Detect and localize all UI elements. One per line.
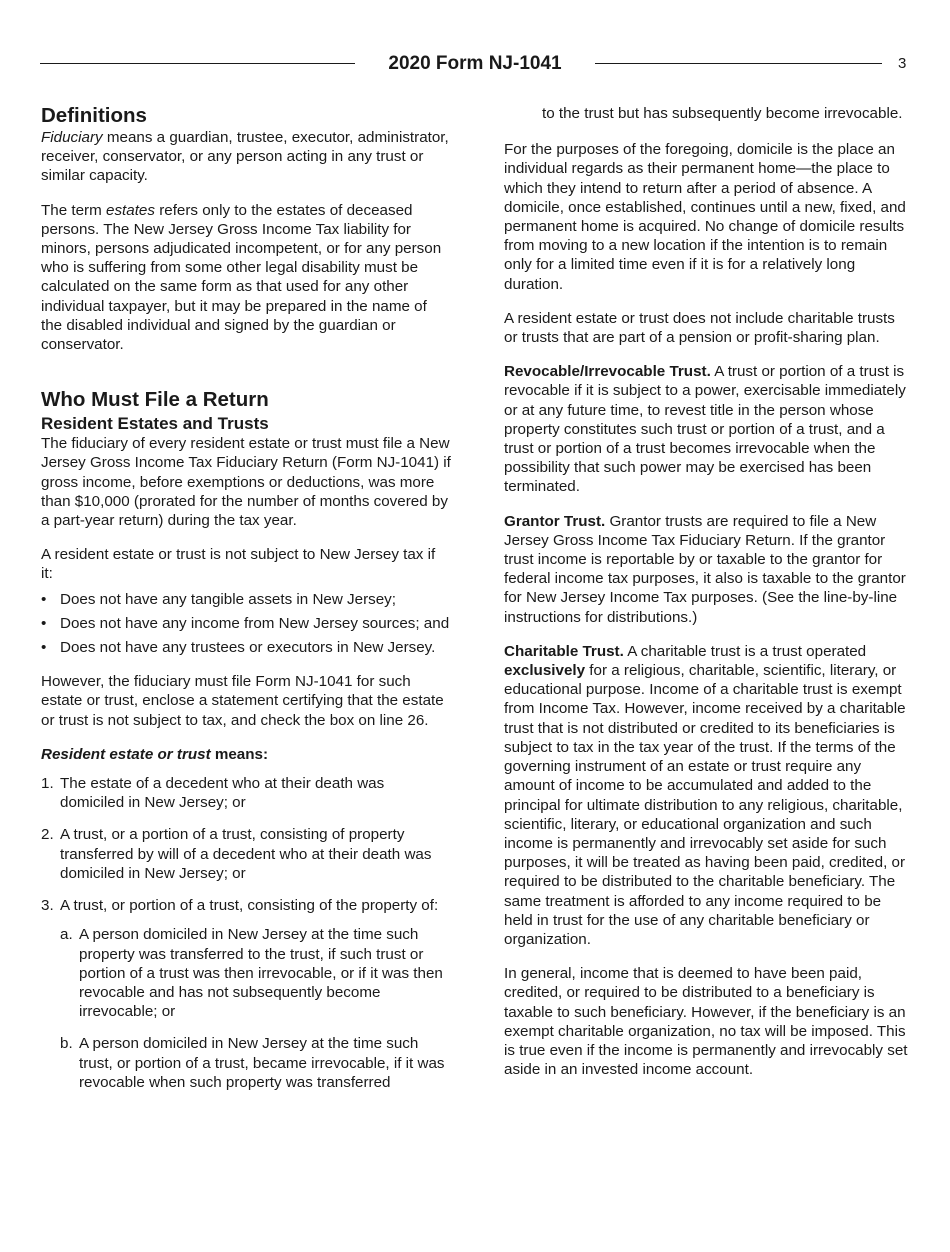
fiduciary-term: Fiduciary [41,129,103,146]
bullet-icon: • [41,590,47,608]
revocable-trust-paragraph [504,362,908,496]
page-header [40,52,882,78]
estates-term: estates [106,201,155,219]
domicile-paragraph: For the purposes of the foregoing, domicile is the place an individual regards as their permanent home—the place to which they intend to return after a period of absence. A domicile, once established, continues until a new, fixed, and permanent home is acquired. No change of domicile results from moving to a new location if the intention is to remain only for a limited time even if it is for a relatively long duration. [504,141,906,293]
estates-definition [41,201,451,355]
bullet-text: Does not have any income from New Jersey sources; and [60,614,450,632]
sub-list-letter: b. [60,1035,73,1053]
resident-means-label [41,745,451,764]
sub-list [60,925,451,1092]
resident-estates-subheading: Resident Estates and Trusts [41,414,269,434]
exclusions-paragraph: A resident estate or trust does not include charitable trusts or trusts that are part of a pension or profit-sharing plan. [504,309,895,347]
revocable-lead: Revocable/Irrevocable Trust. [504,363,711,381]
header-title: 2020 Form NJ-1041 [388,53,562,74]
who-must-file-heading: Who Must File a Return [41,388,269,412]
charitable-lead: Charitable Trust. [504,642,624,660]
grantor-text: Grantor trusts are required to file a New Jersey Gross Income Tax Fiduciary Return. If the grantor trust income is reportable by or taxable to the grantor for federal income tax purposes, it also is taxable to the grantor for New Jersey Income Tax purposes. (See the line-by-line instructions for distributions.) [504,512,906,626]
list-text: A trust, or a portion of a trust, consisting of property transferred by will of a decedent who at their death was domiciled in New Jersey; or [60,826,432,882]
resident-means-list [41,774,451,1092]
filing-requirement: The fiduciary of every resident estate or trust must file a New Jersey Gross Income Tax Fiduciary Return (Form NJ-1041) if gross income, before exemptions or deductions, was more than $10,000 (prorated for the number of months covered by a part-year return) during the tax year. [41,435,451,530]
continued-item-b: to the trust but has subsequently become irrevocable. [542,105,903,122]
not-subject-bullets [41,590,451,658]
not-subject-intro: A resident estate or trust is not subject to New Jersey tax if it: [41,546,436,583]
estates-text: refers only to the estates of deceased persons. The New Jersey Gross Income Tax liability for minors, persons adjudicated incompetent, or for any person who is suffering from some other legal disability must be calculated on the same form as that used for any other individual taxpayer, but it may be prepared in the name of the disabled individual and signed by the guardian or conservator. [41,201,442,354]
list-item [41,614,451,633]
statement-requirement: However, the fiduciary must file Form NJ-1041 for such estate or trust, enclose a statement certifying that the estate or trust is not subject to tax, and check the box on line 26. [41,673,444,729]
resident-means-text: means: [210,745,269,763]
grantor-lead: Grantor Trust. [504,512,606,530]
charitable-trust-paragraph [504,642,908,949]
left-column [41,104,451,1107]
list-item [41,638,451,657]
list-text: The estate of a decedent who at their death was domiciled in New Jersey; or [60,775,385,812]
list-item [41,774,451,812]
list-number: 1. [41,775,54,793]
right-column [504,104,908,1094]
resident-means-term: Resident estate or trust [41,745,211,763]
fiduciary-definition [41,128,451,186]
general-paragraph: In general, income that is deemed to have been paid, credited, or required to be distributed to a beneficiary is taxable to such beneficiary. However, if the beneficiary is an exempt charitable organization, no tax will be imposed. This is true even if the income is permanently and irrevocably set aside in an invested income account. [504,965,908,1079]
bullet-icon: • [41,614,47,632]
sub-list-text: A person domiciled in New Jersey at the time such trust, or portion of a trust, became irrevocable, if it was revocable when such property was transferred [79,1035,445,1091]
bullet-icon: • [41,639,47,657]
sub-list-text: A person domiciled in New Jersey at the time such property was transferred to the trust, if such trust or portion of a trust was then irrevocable, or if it was then revocable and has not subsequently become irrevocable; or [79,926,443,1021]
header-rule-left [40,63,355,64]
page-number: 3 [898,55,907,72]
list-number: 2. [41,826,54,844]
list-item [41,825,451,883]
fiduciary-text: means a guardian, trustee, executor, administrator, receiver, conservator, or any person acting in any trust or similar capacity. [41,129,449,185]
header-rule-right [595,63,882,64]
charitable-text-1: A charitable trust is a trust operated [623,642,867,660]
grantor-trust-paragraph [504,512,908,627]
estates-pre: The term [41,201,106,219]
sub-list-item [60,925,451,1021]
list-text: A trust, or portion of a trust, consisting of the property of: [60,897,439,915]
charitable-text-2: for a religious, charitable, scientific, literary, or educational purpose. Income of a charitable trust is exempt from Income Tax. However, income received by a charitable trust that is not distributed or credited to its beneficiaries is subject to tax in the tax year of the trust. If the terms of the governing instrument of an estate or trust require any amount of income to be accumulated and added to the principal for ultimate distribution to any religious, charitable, scientific, literary, or educational organization and such income is permanently and irrevocably set aside for such purposes, it will be treated as having been paid, credited, or required to be distributed to the charitable beneficiary. The same treatment is afforded to any income required to be held in trust for the use of any charitable beneficiary or organization. [504,662,906,948]
list-item [41,590,451,609]
sub-list-item [60,1034,451,1092]
sub-list-letter: a. [60,926,73,944]
charitable-exclusively: exclusively [504,662,586,680]
bullet-text: Does not have any tangible assets in New Jersey; [60,590,396,608]
bullet-text: Does not have any trustees or executors in New Jersey. [60,639,436,657]
definitions-heading: Definitions [41,104,147,127]
list-number: 3. [41,897,54,915]
revocable-text: A trust or portion of a trust is revocable if it is subject to a power, exercisable immediately or at any future time, to revest title in the person whose property constitutes such trust or portion of a trust, and a trust or portion of a trust becomes irrevocable when the possibility that such power may be exercised has been terminated. [504,363,906,496]
list-item [41,896,451,1092]
